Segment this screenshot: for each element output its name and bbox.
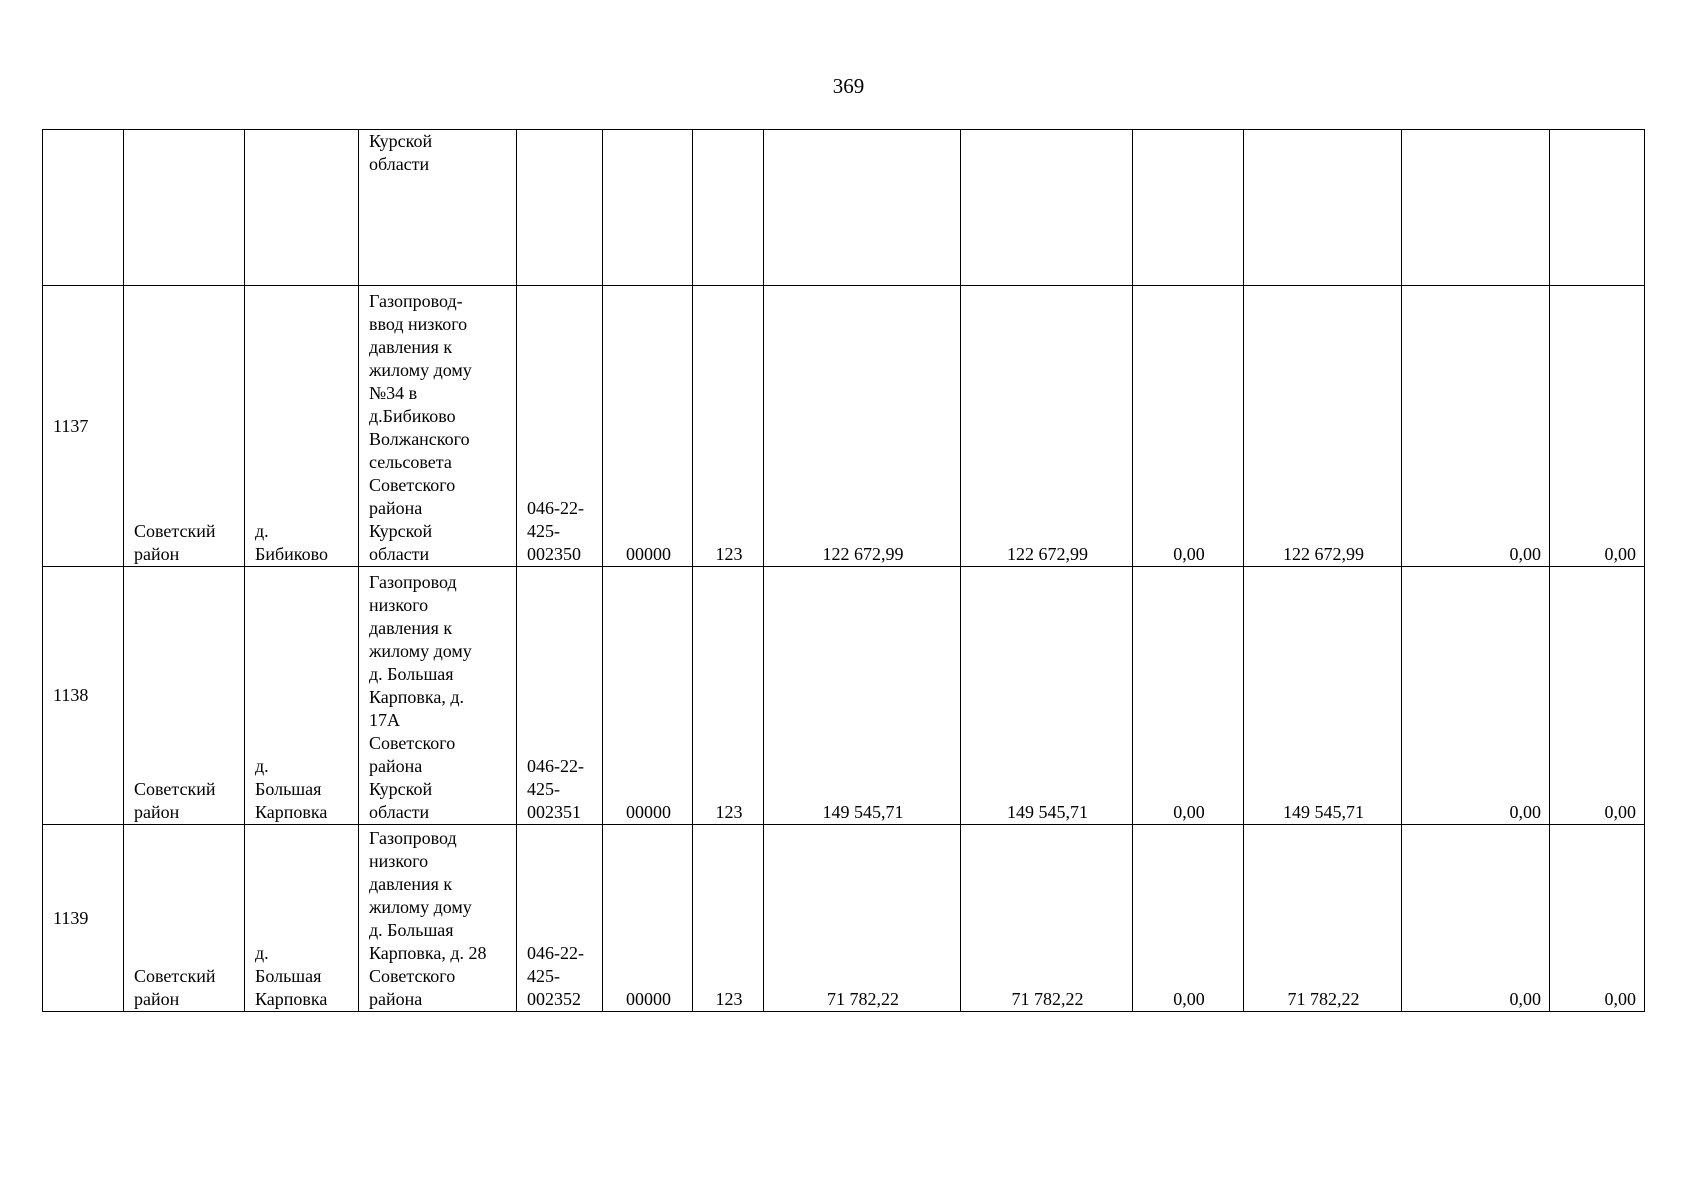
cell-district: Советский район <box>124 567 245 825</box>
cell-value5: 0,00 <box>1402 286 1550 567</box>
cell-locality <box>245 130 359 286</box>
cell-value4 <box>1244 130 1402 286</box>
cell-value5: 0,00 <box>1402 567 1550 825</box>
cell-code1 <box>603 130 693 286</box>
cell-number: 1138 <box>43 567 124 825</box>
cell-code2: 123 <box>693 567 764 825</box>
cell-locality: д. Бибиково <box>245 286 359 567</box>
cell-value3: 0,00 <box>1133 825 1244 1012</box>
cell-value2: 149 545,71 <box>961 567 1133 825</box>
cell-value4: 71 782,22 <box>1244 825 1402 1012</box>
cell-locality: д. Большая Карповка <box>245 567 359 825</box>
cell-number: 1139 <box>43 825 124 1012</box>
table-row <box>43 130 1645 286</box>
cell-code1: 00000 <box>603 825 693 1012</box>
cell-value1: 71 782,22 <box>764 825 961 1012</box>
table-row <box>43 825 1645 1012</box>
cell-value4: 122 672,99 <box>1244 286 1402 567</box>
cell-value3 <box>1133 130 1244 286</box>
cell-value6: 0,00 <box>1550 567 1645 825</box>
cell-object-name: Газопровод низкого давления к жилому дому д. Большая Карповка, д. 17А Советского района Курской области <box>359 567 517 825</box>
cell-cadastral: 046-22- 425- 002350 <box>517 286 603 567</box>
cell-value6: 0,00 <box>1550 825 1645 1012</box>
page-number: 369 <box>832 74 865 98</box>
cell-value2: 122 672,99 <box>961 286 1133 567</box>
cell-cadastral: 046-22- 425- 002351 <box>517 567 603 825</box>
cell-value6: 0,00 <box>1550 286 1645 567</box>
cell-code2: 123 <box>693 286 764 567</box>
cell-code2 <box>693 130 764 286</box>
cell-object-name: Газопровод низкого давления к жилому дому д. Большая Карповка, д. 28 Советского района <box>359 825 517 1012</box>
cell-value5 <box>1402 130 1550 286</box>
cell-code1: 00000 <box>603 286 693 567</box>
cell-value5: 0,00 <box>1402 825 1550 1012</box>
cell-code2: 123 <box>693 825 764 1012</box>
cell-object-name: Курской области <box>359 130 517 286</box>
cell-district: Советский район <box>124 825 245 1012</box>
cell-value2 <box>961 130 1133 286</box>
table-row <box>43 567 1645 825</box>
cell-number: 1137 <box>43 286 124 567</box>
registry-table <box>42 129 1645 1012</box>
cell-district <box>124 130 245 286</box>
table-row <box>43 286 1645 567</box>
cell-code1: 00000 <box>603 567 693 825</box>
cell-object-name: Газопровод- ввод низкого давления к жилому дому №34 в д.Бибиково Волжанского сельсовета Советского района Курской области <box>359 286 517 567</box>
cell-value1 <box>764 130 961 286</box>
cell-value4: 149 545,71 <box>1244 567 1402 825</box>
cell-value1: 149 545,71 <box>764 567 961 825</box>
cell-cadastral <box>517 130 603 286</box>
cell-value6 <box>1550 130 1645 286</box>
cell-locality: д. Большая Карповка <box>245 825 359 1012</box>
cell-value1: 122 672,99 <box>764 286 961 567</box>
cell-number <box>43 130 124 286</box>
cell-value3: 0,00 <box>1133 286 1244 567</box>
cell-value3: 0,00 <box>1133 567 1244 825</box>
cell-district: Советский район <box>124 286 245 567</box>
cell-value2: 71 782,22 <box>961 825 1133 1012</box>
cell-cadastral: 046-22- 425- 002352 <box>517 825 603 1012</box>
